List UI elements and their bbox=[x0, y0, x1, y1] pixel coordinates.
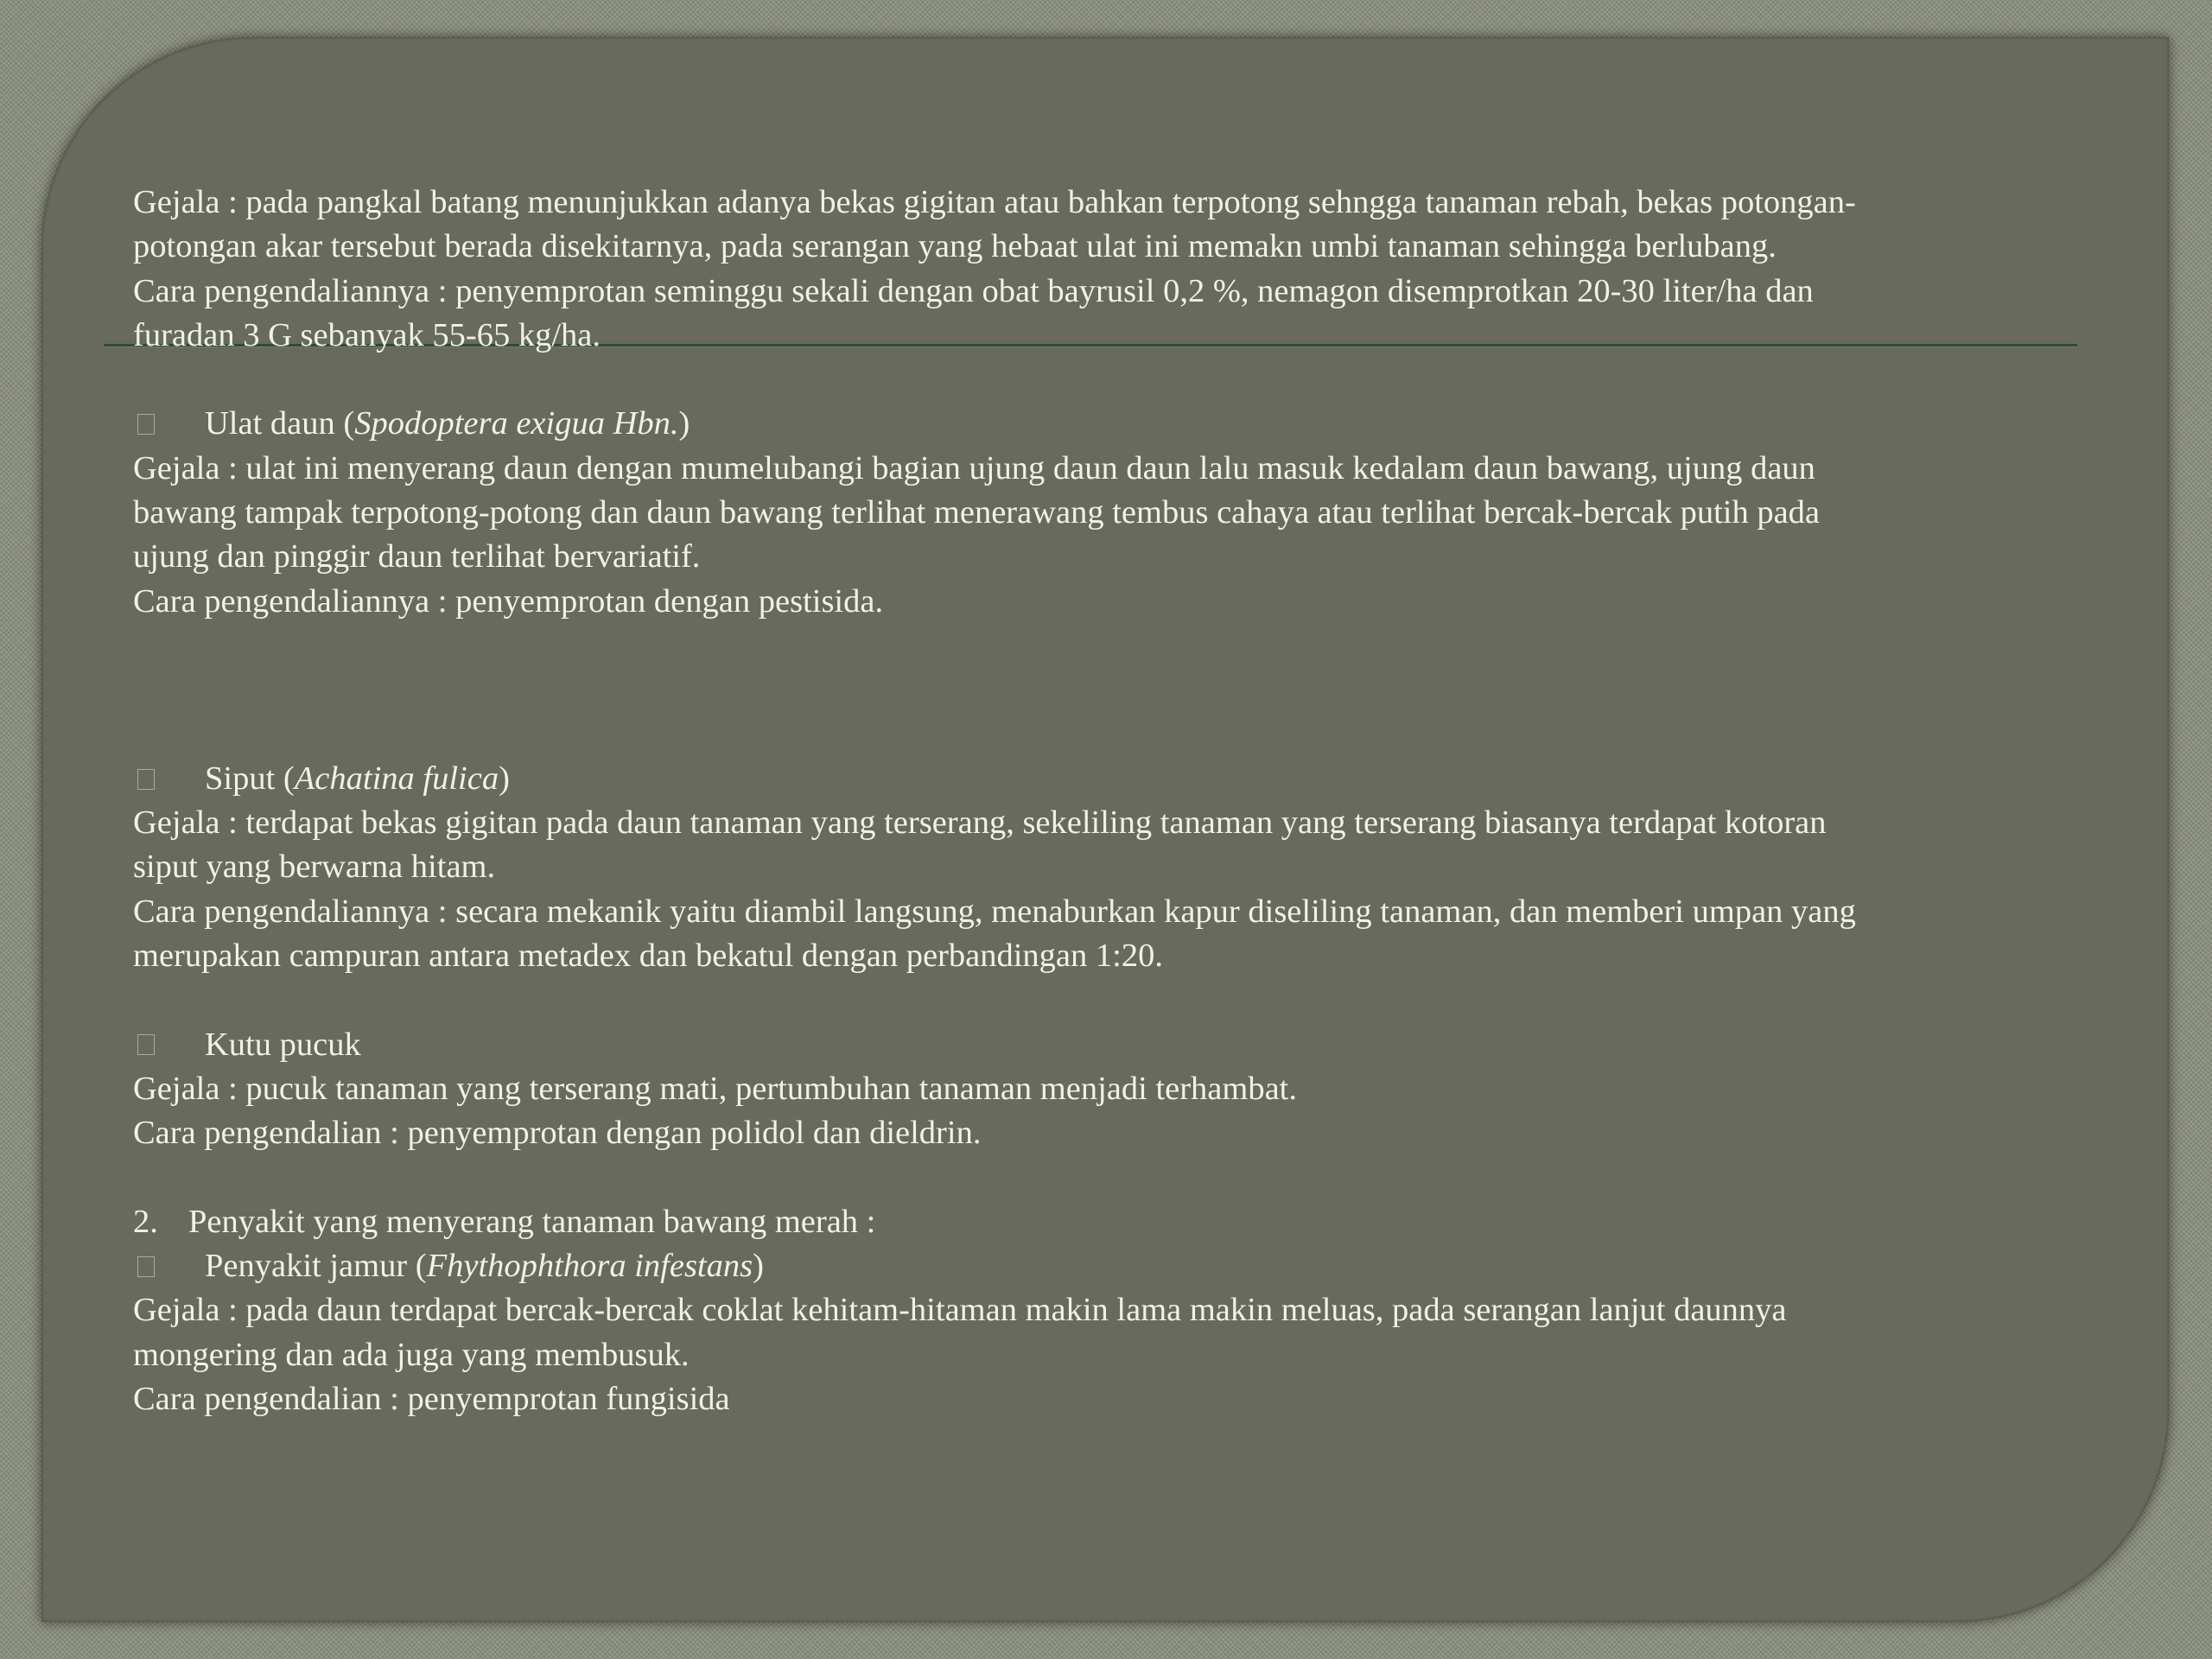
heading-text: Penyakit yang menyerang tanaman bawang merah : bbox=[188, 1203, 876, 1240]
bullet-label: Ulat daun (Spodoptera exigua Hbn.) bbox=[205, 405, 690, 442]
text-line: Gejala : pada daun terdapat bercak-bercak coklat kehitam-hitaman makin lama makin meluas, pada serangan lanjut daunnya bbox=[133, 1292, 1787, 1329]
bullet-label: Kutu pucuk bbox=[205, 1026, 361, 1063]
text-line: bawang tampak terpotong-potong dan daun bawang terlihat menerawang tembus cahaya atau terlihat bercak-bercak putih pada bbox=[133, 494, 1821, 531]
spacer bbox=[133, 358, 2069, 402]
bullet-box-icon bbox=[137, 1256, 155, 1277]
spacer bbox=[133, 713, 2069, 757]
text-line: Gejala : terdapat bekas gigitan pada daun tanaman yang terserang, sekeliling tanaman yang terserang biasanya terdapat kotoran bbox=[133, 804, 1827, 842]
text-line: mongering dan ada juga yang membusuk. bbox=[133, 1336, 690, 1373]
text-line: Gejala : ulat ini menyerang daun dengan mumelubangi bagian ujung daun daun lalu masuk kedalam daun bawang, ujung daun bbox=[133, 449, 1815, 486]
bullet-item-penyakit-jamur bbox=[133, 1244, 2069, 1288]
text-line: Cara pengendaliannya : penyemprotan seminggu sekali dengan obat bayrusil 0,2 %, nemagon disemprotkan 20-30 liter/ha dan bbox=[133, 272, 1814, 309]
text-line: furadan 3 G sebanyak 55-65 kg/ha. bbox=[133, 316, 601, 353]
text-line: Cara pengendaliannya : secara mekanik yaitu diambil langsung, menaburkan kapur diseliling tanaman, dan memberi umpan yang bbox=[133, 893, 1856, 930]
text-line: Cara pengendalian : penyemprotan fungisida bbox=[133, 1381, 730, 1418]
bullet-box-icon bbox=[137, 414, 155, 435]
text-line: potongan akar tersebut berada disekitarnya, pada serangan yang hebaat ulat ini memakn umbi tanaman sehingga berlubang. bbox=[133, 228, 1777, 265]
numbered-heading bbox=[133, 1200, 2069, 1244]
spacer bbox=[133, 978, 2069, 1022]
bullet-item-siput bbox=[133, 757, 2069, 801]
list-number: 2. bbox=[133, 1203, 158, 1240]
bullet-label: Siput (Achatina fulica) bbox=[205, 760, 510, 797]
text-line: ujung dan pinggir daun terlihat bervariatif. bbox=[133, 538, 701, 575]
text-line: Gejala : pada pangkal batang menunjukkan adanya bekas gigitan atau bahkan terpotong sehngga tanaman rebah, bekas potongan- bbox=[133, 184, 1856, 220]
slide-content bbox=[133, 181, 2069, 1421]
spacer bbox=[133, 668, 2069, 712]
spacer bbox=[133, 1156, 2069, 1200]
bullet-box-icon bbox=[137, 1034, 155, 1055]
bullet-item-kutu-pucuk bbox=[133, 1023, 2069, 1067]
bullet-box-icon bbox=[137, 769, 155, 790]
text-line: Cara pengendalian : penyemprotan dengan polidol dan dieldrin. bbox=[133, 1115, 982, 1152]
bullet-item-ulat-daun bbox=[133, 402, 2069, 446]
text-line: Cara pengendaliannya : penyemprotan dengan pestisida. bbox=[133, 582, 884, 620]
text-line: siput yang berwarna hitam. bbox=[133, 849, 496, 886]
text-line: Gejala : pucuk tanaman yang terserang mati, pertumbuhan tanaman menjadi terhambat. bbox=[133, 1070, 1297, 1107]
spacer bbox=[133, 624, 2069, 668]
text-line: merupakan campuran antara metadex dan bekatul dengan perbandingan 1:20. bbox=[133, 938, 1163, 975]
bullet-label: Penyakit jamur (Fhythophthora infestans) bbox=[205, 1248, 764, 1285]
